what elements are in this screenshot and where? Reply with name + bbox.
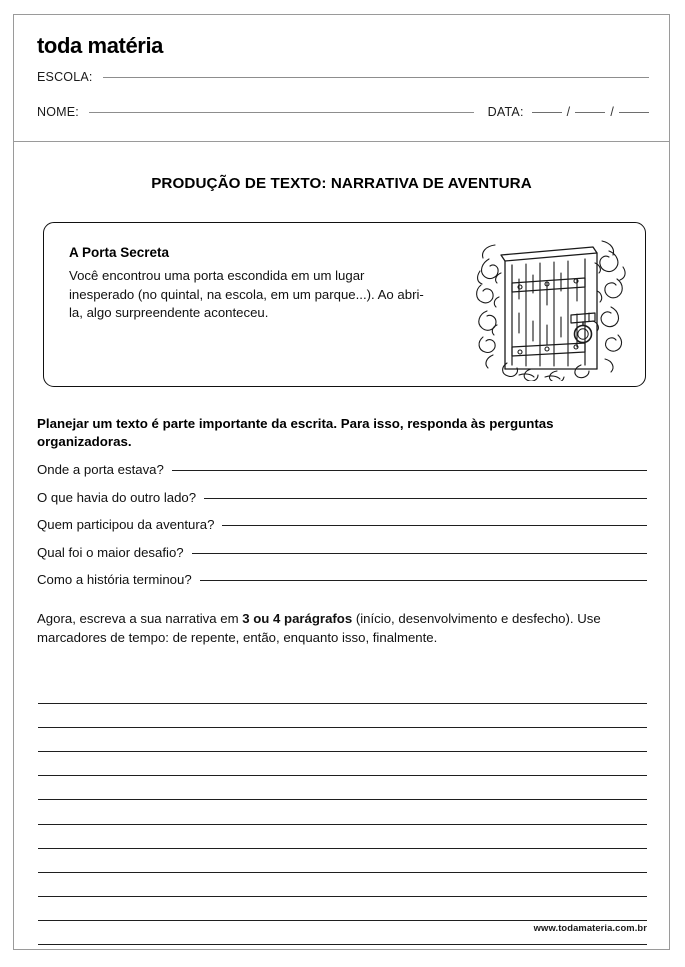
question-row[interactable] xyxy=(37,462,647,490)
question-label: Onde a porta estava? xyxy=(37,462,164,477)
planning-questions xyxy=(37,462,647,600)
question-answer-rule[interactable] xyxy=(200,579,647,581)
date-separator-1: / xyxy=(566,105,571,119)
writing-line[interactable] xyxy=(38,752,647,776)
name-input-rule[interactable] xyxy=(89,111,474,113)
date-label: DATA: xyxy=(487,105,524,119)
brand-logo: toda matéria xyxy=(37,33,164,58)
planning-instruction: Planejar um texto é parte importante da escrita. Para isso, responda às perguntas organizadoras. xyxy=(37,416,554,450)
prompt-title: A Porta Secreta xyxy=(69,245,170,260)
question-label: Qual foi o maior desafio? xyxy=(37,544,184,560)
date-field[interactable] xyxy=(488,105,649,119)
question-answer-rule[interactable] xyxy=(222,524,647,526)
writing-line[interactable] xyxy=(38,897,647,921)
writing-line[interactable] xyxy=(38,873,647,897)
writing-line[interactable] xyxy=(38,776,647,800)
question-label: O que havia do outro lado? xyxy=(37,489,197,505)
name-date-row xyxy=(37,105,649,119)
writing-line[interactable] xyxy=(38,728,647,752)
question-answer-rule[interactable] xyxy=(192,552,647,554)
date-separator-2: / xyxy=(610,105,614,119)
date-day-blank[interactable] xyxy=(532,111,562,113)
page-title: PRODUÇÃO DE TEXTO: NARRATIVA DE AVENTURA xyxy=(151,175,532,192)
writing-line[interactable] xyxy=(38,704,647,728)
question-answer-rule[interactable] xyxy=(204,497,647,499)
prompt-body: Você encontrou uma porta escondida em um lugar inesperado (no quintal, na escola, em um parque...). Ao abri-la, algo surpreendente aconteceu. xyxy=(69,268,424,321)
writing-line[interactable] xyxy=(38,800,647,824)
prompt-card xyxy=(43,222,646,387)
footer-url: www.todamateria.com.br xyxy=(533,922,647,933)
question-label: Como a história terminou? xyxy=(37,572,192,587)
prompt-text-block xyxy=(69,245,424,323)
writing-line[interactable] xyxy=(38,825,647,849)
writing-line[interactable] xyxy=(38,680,647,704)
name-label: NOME: xyxy=(37,105,79,119)
writing-instruction xyxy=(37,610,638,647)
question-label: Quem participou da aventura? xyxy=(37,517,215,532)
school-field[interactable] xyxy=(37,70,649,84)
question-row[interactable] xyxy=(37,490,647,518)
page-header xyxy=(14,15,669,142)
question-row[interactable] xyxy=(37,545,647,573)
worksheet-page xyxy=(13,14,670,950)
writing-instruction-part2: (início, desenvolvimento e desfecho). Use marcadores de tempo: de repente, então, enquanto isso, finalmente. xyxy=(37,611,601,645)
date-month-blank[interactable] xyxy=(575,111,605,113)
school-label: ESCOLA: xyxy=(37,70,93,84)
writing-line[interactable] xyxy=(38,849,647,873)
date-year-blank[interactable] xyxy=(619,111,649,113)
writing-instruction-emphasis: 3 ou 4 parágrafos xyxy=(242,611,353,626)
worksheet-content xyxy=(14,142,669,949)
school-input-rule[interactable] xyxy=(103,76,649,78)
question-row[interactable] xyxy=(37,517,647,545)
writing-instruction-part1: Agora, escreva a sua narrativa em xyxy=(37,611,243,626)
secret-door-illustration xyxy=(471,229,631,381)
question-row[interactable] xyxy=(37,572,647,600)
question-answer-rule[interactable] xyxy=(172,469,647,471)
writing-lines-area[interactable] xyxy=(38,680,647,945)
